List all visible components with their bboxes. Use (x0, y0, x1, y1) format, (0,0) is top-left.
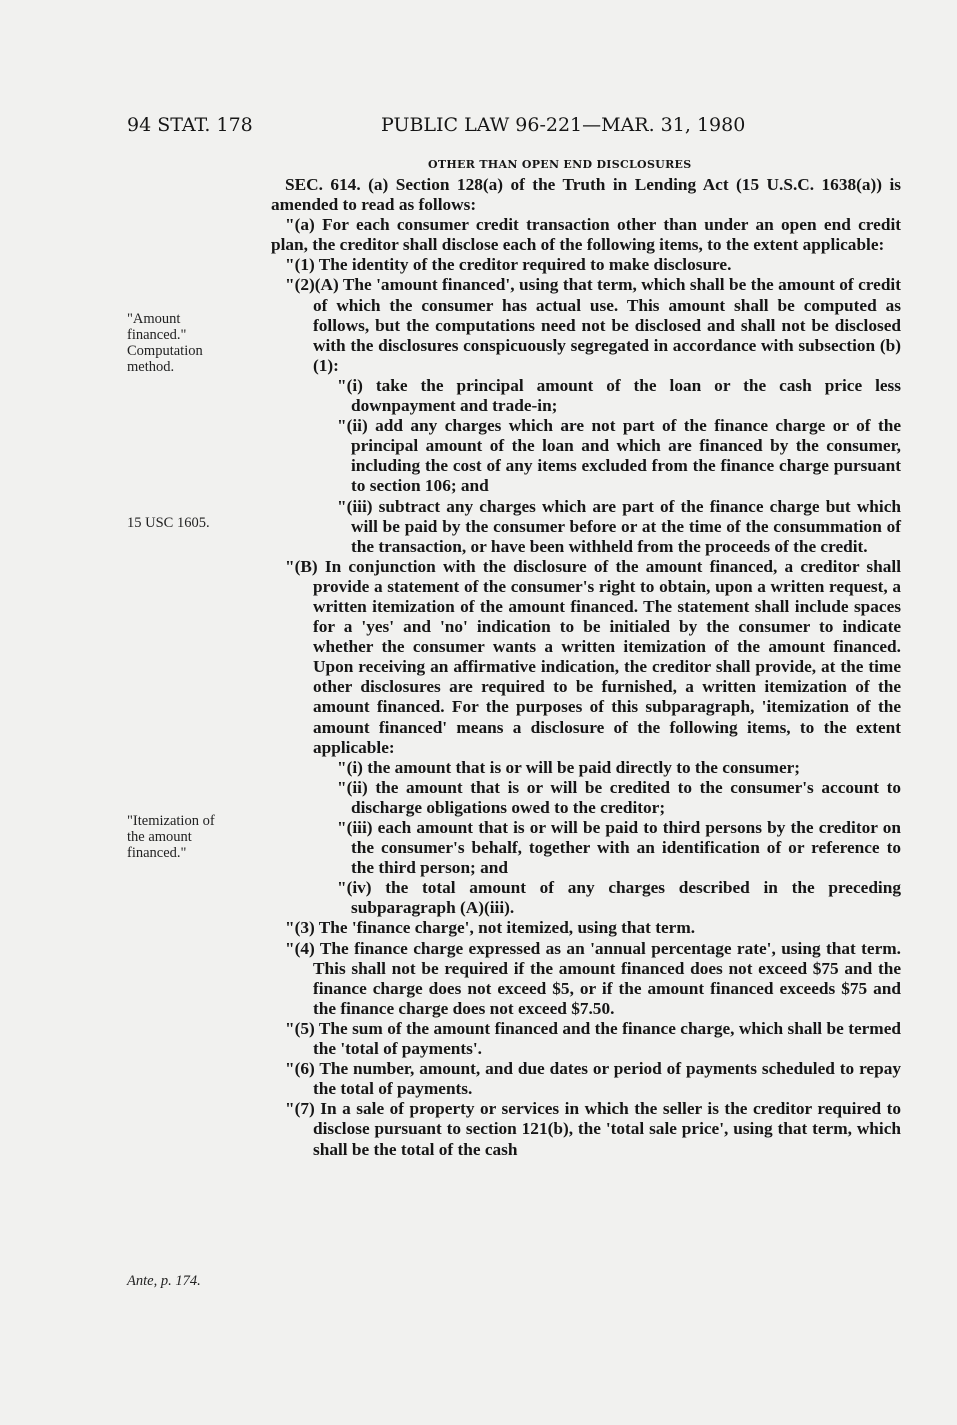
paragraph-item-5: "(5) The sum of the amount financed and the finance charge, which shall be termed the 'total of payments'. (285, 1018, 901, 1059)
margin-note-line: Computation (127, 343, 203, 359)
margin-note-line: the amount (127, 829, 192, 845)
margin-note-itemization (127, 813, 215, 861)
paragraph-item-3: "(3) The 'finance charge', not itemized, using that term. (285, 918, 696, 938)
paragraph-section-614: SEC. 614. (a) Section 128(a) of the Truth in Lending Act (15 U.S.C. 1638(a)) is amended to read as follows: (271, 175, 901, 215)
paragraph-item-2b-iv: "(iv) the total amount of any charges described in the preceding subparagraph (A)(iii). (337, 878, 901, 918)
margin-note-line: financed." (127, 327, 187, 343)
paragraph-item-6: "(6) The number, amount, and due dates or period of payments scheduled to repay the total of payments. (285, 1059, 901, 1099)
paragraph-item-2a: "(2)(A) The 'amount financed', using that term, which shall be the amount of credit of which the consumer has actual use. This amount shall be computed as follows, but the computations need not be disclosed and shall not be disclosed with the disclosures conspicuously segregated in accordance with subsection (b)(1): (285, 275, 901, 375)
paragraph-item-1: "(1) The identity of the creditor required to make disclosure. (285, 255, 732, 275)
paragraph-item-2b-i: "(i) the amount that is or will be paid directly to the consumer; (337, 757, 801, 777)
margin-note-line: "Amount (127, 311, 181, 327)
paragraph-item-2a-i: "(i) take the principal amount of the loan or the cash price less downpayment and trade-in; (337, 375, 901, 416)
margin-note-amount-financed (127, 311, 203, 375)
paragraph-item-2b-iii: "(iii) each amount that is or will be paid to third persons by the creditor on the consumer's behalf, together with an identification of or reference to the third person; and (337, 818, 901, 878)
statute-body (271, 175, 901, 1160)
paragraph-item-2a-ii: "(ii) add any charges which are not part of the finance charge or of the principal amount of the loan and which are financed by the consumer, including the cost of any items excluded from the finance charge pursuant to section 106; and (337, 416, 901, 496)
paragraph-item-2b: "(B) In conjunction with the disclosure of the amount financed, a creditor shall provide a statement of the consumer's right to obtain, upon a written request, a written itemization of the amount financed. The statement shall include spaces for a 'yes' and 'no' indication to be initialed by the consumer to indicate whether the consumer wants a written itemization of the amount financed. Upon receiving an affirmative indication, the creditor shall provide, at the time other disclosures are required to be furnished, a written itemization of the amount financed. For the purposes of this subparagraph, 'itemization of the amount financed' means a disclosure of the following items, to the extent applicable: (285, 556, 901, 757)
margin-note-line: method. (127, 359, 175, 375)
paragraph-item-7: "(7) In a sale of property or services in which the seller is the creditor required to disclose pursuant to section 121(b), the 'total sale price', using that term, which shall be the total of the cash (285, 1099, 901, 1159)
page-header (127, 114, 777, 144)
section-heading: OTHER THAN OPEN END DISCLOSURES (428, 158, 692, 171)
margin-note-line: financed." (127, 845, 187, 861)
paragraph-item-2a-iii: "(iii) subtract any charges which are part of the finance charge but which will be paid by the consumer before or at the time of the consummation of the transaction, or have been withheld from the proceeds of the credit. (337, 496, 901, 556)
paragraph-subsection-a: "(a) For each consumer credit transaction other than under an open end credit plan, the creditor shall disclose each of the following items, to the extent applicable: (271, 215, 901, 255)
stat-reference: 94 STAT. 178 (127, 114, 253, 136)
margin-note-line: "Itemization of (127, 813, 215, 829)
paragraph-item-4: "(4) The finance charge expressed as an 'annual percentage rate', using that term. This shall not be required if the amount financed does not exceed $75 and the finance charge does not exceed $5, or if the amount financed exceeds $75 and the finance charge does not exceed $7.50. (285, 938, 901, 1018)
margin-note-ante: Ante, p. 174. (127, 1273, 201, 1289)
margin-note-usc: 15 USC 1605. (127, 515, 210, 531)
law-title: PUBLIC LAW 96-221—MAR. 31, 1980 (381, 114, 746, 136)
paragraph-item-2b-ii: "(ii) the amount that is or will be credited to the consumer's account to discharge obligations owed to the creditor; (337, 777, 901, 817)
